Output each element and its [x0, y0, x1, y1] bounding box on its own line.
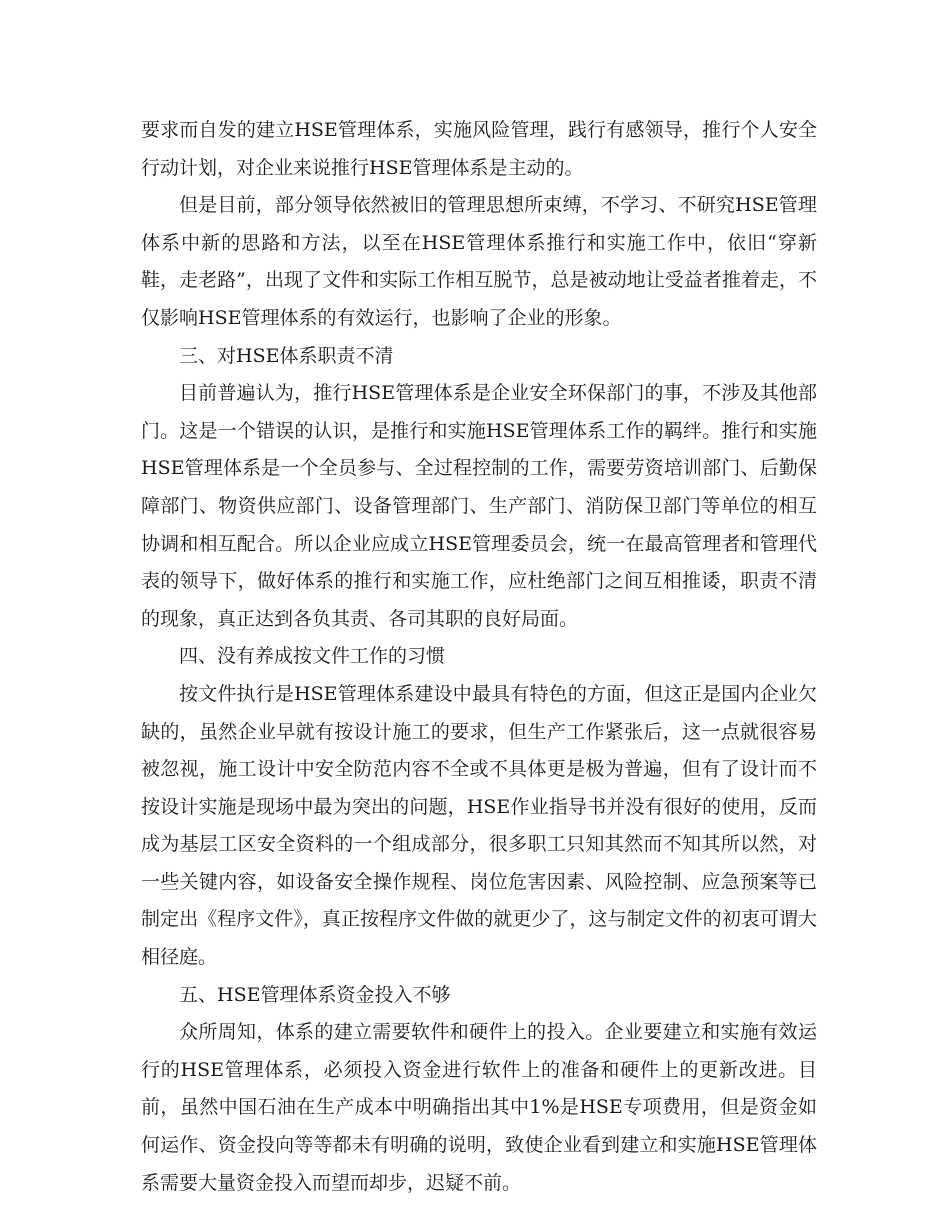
section-heading: 三、对HSE体系职责不清 [179, 344, 394, 367]
paragraph: 目前普遍认为，推行HSE管理体系是企业安全环保部门的事，不涉及其他部门。这是一个错误的认识，是推行和实施HSE管理体系工作的羁绊。推行和实施HSE管理体系是一个全员参与、全过程控制的工作，需要劳资培训部门、后勤保障部门、物资供应部门、设备管理部门、生产部门、消防保卫部门等单位的相互协调和相互配合。所以企业应成立HSE管理委员会，统一在最高管理者和管理代表的领导下，做好体系的推行和实施工作，应杜绝部门之间互相推诿，职责不清的现象，真正达到各负其责、各司其职的良好局面。 [141, 382, 817, 630]
paragraph: 按文件执行是HSE管理体系建设中最具有特色的方面，但这正是国内企业欠缺的，虽然企业早就有按设计施工的要求，但生产工作紧张后，这一点就很容易被忽视，施工设计中安全防范内容不全或不具体更是极为普遍，但有了设计而不按设计实施是现场中最为突出的问题，HSE作业指导书并没有很好的使用，反而成为基层工区安全资料的一个组成部分，很多职工只知其然而不知其所以然，对一些关键内容，如设备安全操作规程、岗位危害因素、风险控制、应急预案等已制定出《程序文件》，真正按程序文件做的就更少了，这与制定文件的初衷可谓大相径庭。 [141, 682, 817, 969]
section-heading: 五、HSE管理体系资金投入不够 [179, 983, 451, 1006]
paragraph: 众所周知，体系的建立需要软件和硬件上的投入。企业要建立和实施有效运行的HSE管理体系，必须投入资金进行软件上的准备和硬件上的更新改进。目前，虽然中国石油在生产成本中明确指出其中1%是HSE专项费用，但是资金如何运作、资金投向等等都未有明确的说明，致使企业看到建立和实施HSE管理体系需要大量资金投入而望而却步，迟疑不前。 [141, 1021, 817, 1194]
section-heading: 四、没有养成按文件工作的习惯 [179, 645, 446, 668]
paragraph-continued: 要求而自发的建立HSE管理体系，实施风险管理，践行有感领导，推行个人安全行动计划，对企业来说推行HSE管理体系是主动的。 [141, 119, 817, 179]
paragraph: 但是目前，部分领导依然被旧的管理思想所束缚，不学习、不研究HSE管理体系中新的思路和方法，以至在HSE管理体系推行和实施工作中，依旧“穿新鞋，走老路”，出现了文件和实际工作相互脱节，总是被动地让受益者推着走，不仅影响HSE管理体系的有效运行，也影响了企业的形象。 [141, 194, 817, 329]
document-body [141, 112, 817, 1202]
